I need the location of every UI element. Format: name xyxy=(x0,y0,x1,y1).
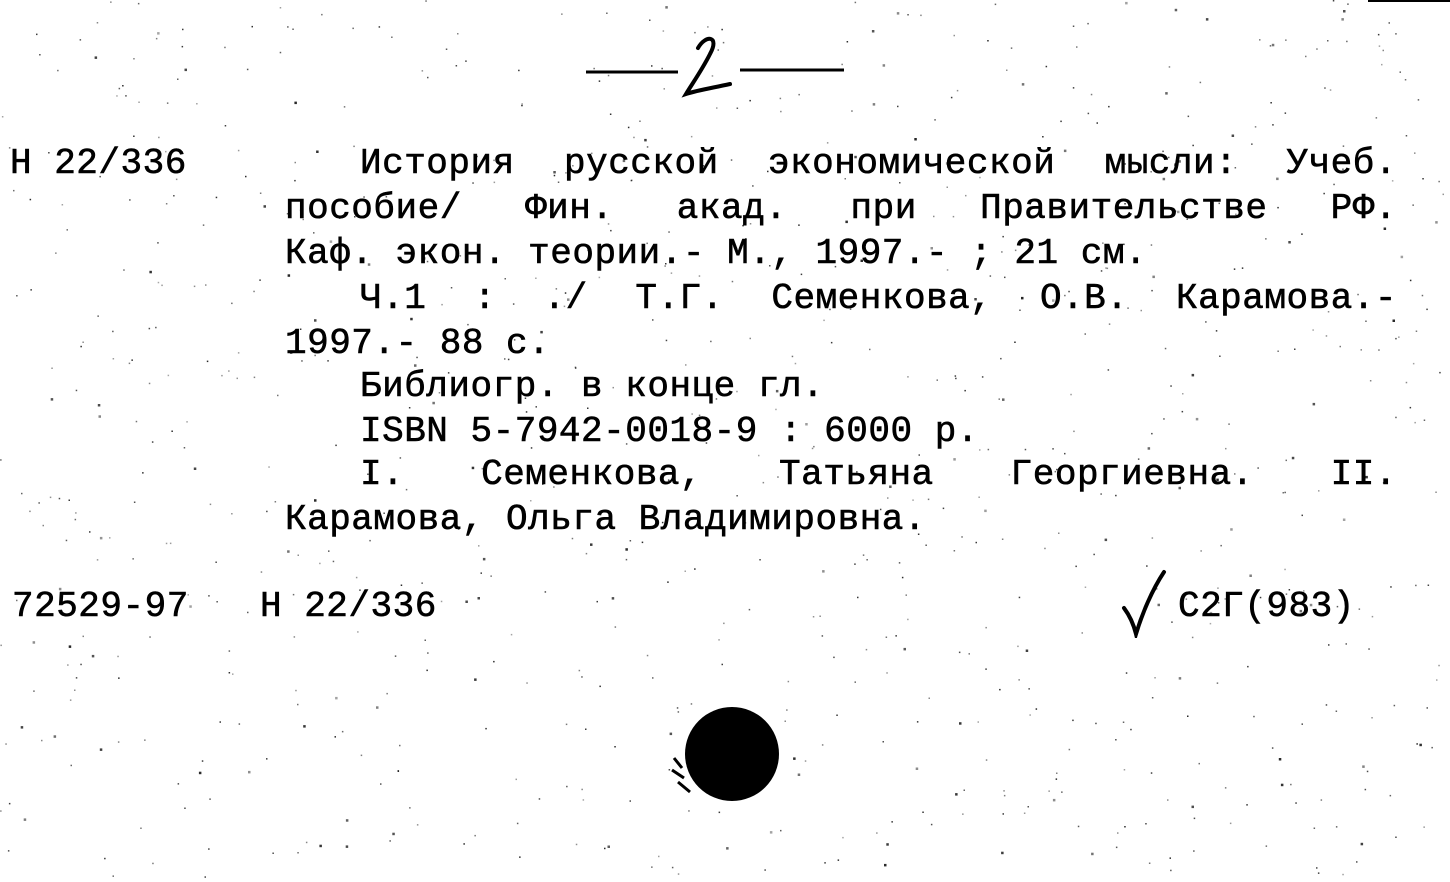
part-line-2: 1997.- 88 с. xyxy=(285,323,551,364)
accession-number: 72529-97 xyxy=(12,586,189,627)
card-number-mark xyxy=(580,30,850,110)
author-tracing-2: Карамова, Ольга Владимировна. xyxy=(285,499,927,540)
title-line-1: История русской экономической мысли: Учеб. xyxy=(360,143,1397,184)
footer-shelf-mark: Н 22/336 xyxy=(260,586,437,627)
title-line-3: Каф. экон. теории.- М., 1997.- ; 21 см. xyxy=(285,233,1148,274)
title-line-2: пособие/ Фин. акад. при Правительстве РФ. xyxy=(285,188,1397,229)
check-mark-icon xyxy=(1118,568,1168,638)
part-line-1: Ч.1 : ./ Т.Г. Семенкова, О.В. Карамова.- xyxy=(360,278,1397,319)
shelf-mark: Н 22/336 xyxy=(10,143,187,184)
hole-tear-marks xyxy=(668,752,708,802)
bibliography-note: Библиогр. в конце гл. xyxy=(360,366,825,407)
author-tracing-1: I. Семенкова, Татьяна Георгиевна. II. xyxy=(360,454,1397,495)
corner-rule xyxy=(1368,0,1450,2)
isbn-price: ISBN 5-7942-0018-9 : 6000 р. xyxy=(360,411,979,452)
classification-code: С2Г(983) xyxy=(1178,586,1355,627)
card-number: 1 xyxy=(580,30,581,31)
